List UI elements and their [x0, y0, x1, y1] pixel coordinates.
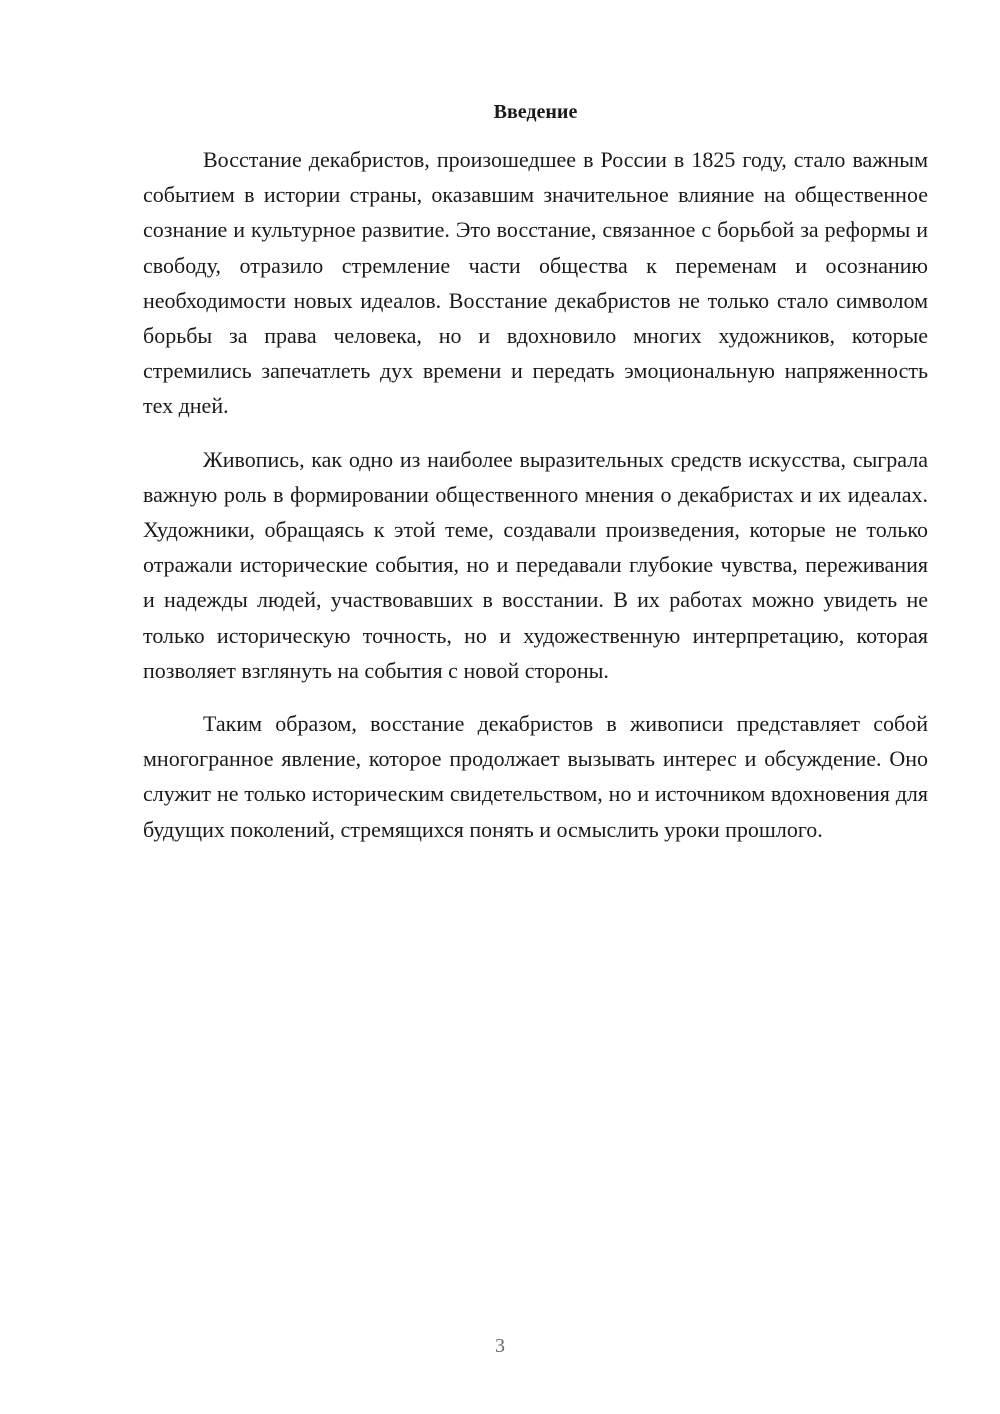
body-text [143, 142, 928, 865]
paragraph-2: Живопись, как одно из наиболее выразительных средств искусства, сыграла важную роль в формировании общественного мнения о декабристах и их идеалах. Художники, обращаясь к этой теме, создавали произведения, которые не только отражали исторические события, но и передавали глубокие чувства, переживания и надежды людей, участвовавших в восстании. В их работах можно увидеть не только историческую точность, но и художественную интерпретацию, которая позволяет взглянуть на события с новой стороны. [143, 446, 928, 683]
page-number: 3 [495, 1335, 505, 1357]
paragraph-1: Восстание декабристов, произошедшее в России в 1825 году, стало важным событием в истории страны, оказавшим значительное влияние на общественное сознание и культурное развитие. Это восстание, связанное с борьбой за реформы и свободу, отразило стремление части общества к переменам и осознанию необходимости новых идеалов. Восстание декабристов не только стало символом борьбы за права человека, но и вдохновило многих художников, которые стремились запечатлеть дух времени и передать эмоциональную напряженность тех дней. [143, 147, 928, 419]
paragraph-3: Таким образом, восстание декабристов в живописи представляет собой многогранное явление, которое продолжает вызывать интерес и обсуждение. Оно служит не только историческим свидетельством, но и источником вдохновения для будущих поколений, стремящихся понять и осмыслить уроки прошлого. [143, 711, 928, 842]
section-heading: Введение [493, 101, 578, 123]
